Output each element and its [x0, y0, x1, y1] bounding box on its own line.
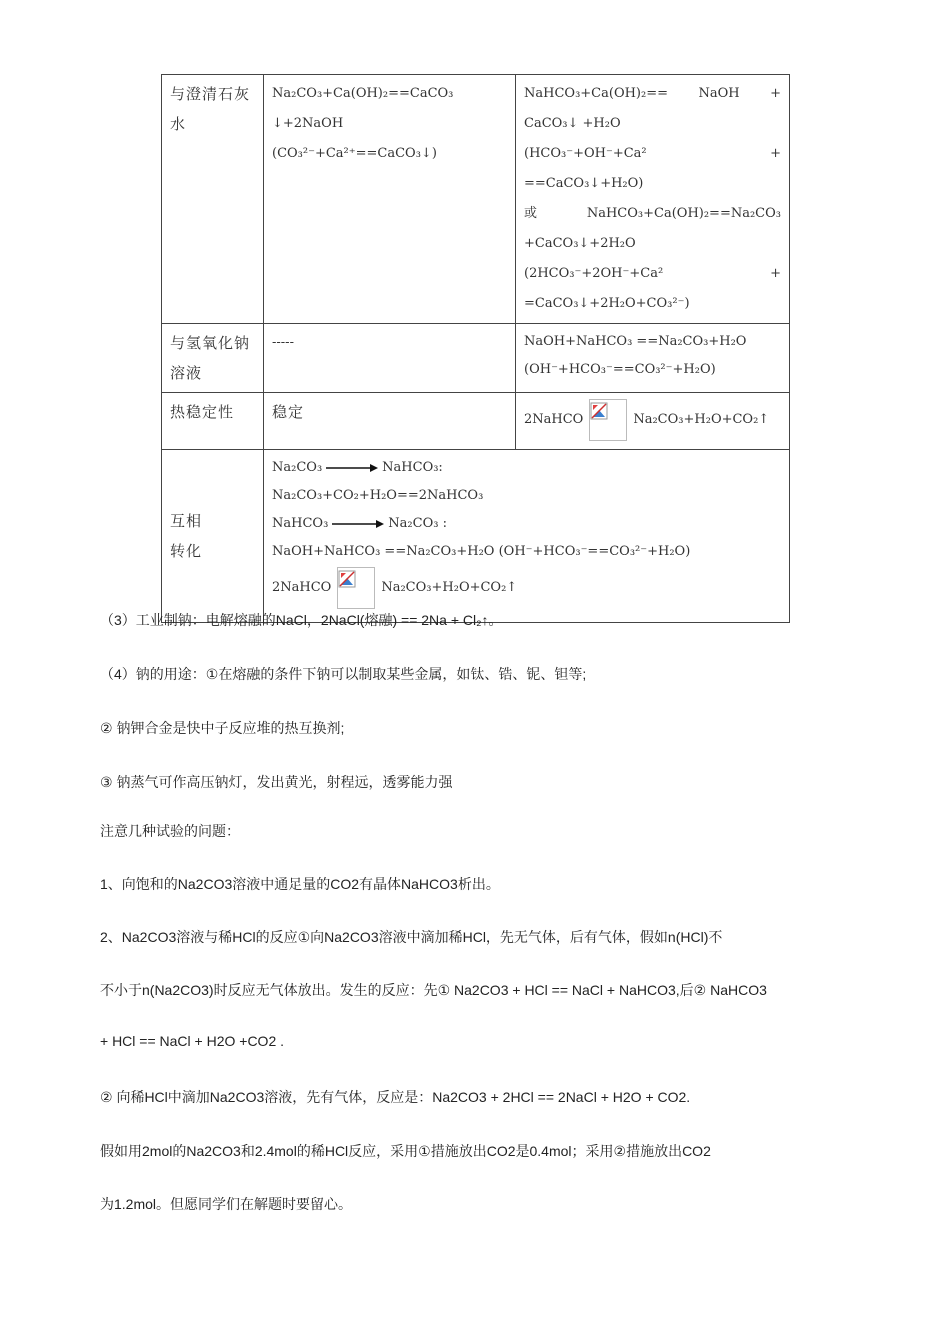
paragraph-note-1: 1、向饱和的Na2CO3溶液中通足量的CO2有晶体NaHCO3析出。: [100, 876, 500, 892]
equation-part: +: [770, 146, 781, 161]
label-line: 热稳定性: [170, 403, 235, 421]
equation-part: (2HCO₃⁻+2OH⁻+Ca²: [524, 266, 664, 281]
paragraph-use-3: ③ 钠蒸气可作高压钠灯，发出黄光，射程远，透雾能力强: [100, 774, 453, 790]
equation-part: Na₂CO₃+H₂O+CO₂↑: [633, 412, 770, 427]
paragraph-use-2: ② 钠钾合金是快中子反应堆的热互换剂;: [100, 720, 345, 736]
no-reaction-text: -----: [272, 335, 294, 350]
broken-image-icon: [589, 399, 627, 441]
row-limewater: [162, 75, 790, 324]
limewater-nahco3-cell: [516, 75, 790, 324]
ionic-equation-line: (CO₃²⁻+Ca²⁺==CaCO₃↓): [272, 146, 437, 161]
equation-part: 2NaHCO: [524, 412, 584, 427]
decomposition-equation: [272, 566, 781, 610]
equation-part: NaHCO₃:: [382, 460, 443, 475]
conversion-line: [272, 510, 781, 538]
equation-part: Na₂CO₃+H₂O+CO₂↑: [381, 580, 518, 595]
equation-part: NaHCO₃: [272, 516, 329, 531]
row-thermal-label: [162, 393, 264, 450]
equation-line: Na₂CO₃+CO₂+H₂O==2NaHCO₃: [272, 488, 484, 503]
row-thermal-stability: [162, 393, 790, 450]
equation-line: ↓+2NaOH: [272, 116, 344, 131]
ionic-equation-line: [524, 259, 781, 289]
row-limewater-label: [162, 75, 264, 324]
interconversion-cell: [264, 450, 790, 623]
paragraph-example: 假如用2mol的Na2CO3和2.4mol的稀HCl反应，采用①措施放出CO2是0.4mol；采用②措施放出CO2: [100, 1143, 711, 1159]
equation-part: Na₂CO₃: [272, 460, 323, 475]
stable-text: 稳定: [272, 403, 305, 421]
equation-part: +: [770, 266, 781, 281]
equation-part: NaHCO₃+Ca(OH)₂==Na₂CO₃: [586, 206, 781, 221]
row-interconversion-label: [162, 450, 264, 623]
equation-line: [524, 79, 781, 109]
thermal-nahco3-cell: [516, 393, 790, 450]
paragraph-note-2: 2、Na2CO3溶液与稀HCl的反应①向Na2CO3溶液中滴加稀HCl，先无气体，后有气体，假如n(HCl)不: [100, 929, 723, 945]
equation-part: 或: [524, 206, 538, 221]
paragraph-notes-heading: 注意几种试验的问题：: [100, 823, 240, 839]
ionic-equation-line: ==CaCO₃↓+H₂O): [524, 176, 644, 191]
equation-part: Na₂CO₃ :: [388, 516, 447, 531]
equation-part: (HCO₃⁻+OH⁻+Ca²: [524, 146, 647, 161]
row-naoh: [162, 324, 790, 393]
equation-part: 2NaHCO: [272, 580, 332, 595]
equation-part: NaOH: [698, 86, 740, 101]
equation-line: CaCO₃↓ +H₂O: [524, 116, 621, 131]
naoh-na2co3-cell: [264, 324, 516, 393]
limewater-na2co3-cell: [264, 75, 516, 324]
equation-line: NaOH+NaHCO₃ ==Na₂CO₃+H₂O: [524, 334, 747, 349]
label-line: 与氢氧化钠: [170, 334, 251, 352]
equation-part: NaHCO₃+Ca(OH)₂==: [524, 86, 669, 101]
paragraph-note-2-cont: 不小于n(Na2CO3)时反应无气体放出。发生的反应：先① Na2CO3 + HCl == NaCl + NaHCO3,后② NaHCO3: [100, 982, 767, 998]
ionic-equation-line: (OH⁻+HCO₃⁻==CO₃²⁻+H₂O): [524, 362, 716, 377]
row-naoh-label: [162, 324, 264, 393]
carbonate-comparison-table: [161, 74, 790, 623]
ionic-equation-line: [524, 139, 781, 169]
row-interconversion: [162, 450, 790, 623]
equation-line: +CaCO₃↓+2H₂O: [524, 236, 636, 251]
label-line: 水: [170, 115, 187, 133]
paragraph-note-2-method: ② 向稀HCl中滴加Na2CO3溶液，先有气体，反应是：Na2CO3 + 2HCl == 2NaCl + H2O + CO2.: [100, 1089, 691, 1105]
label-line: 互相: [170, 512, 203, 530]
equation-line: [524, 199, 781, 229]
label-line: 与澄清石灰: [170, 85, 251, 103]
equation-line: Na₂CO₃+Ca(OH)₂==CaCO₃: [272, 86, 454, 101]
broken-image-icon: [337, 567, 375, 609]
arrow-right-icon: [332, 518, 384, 530]
naoh-nahco3-cell: [516, 324, 790, 393]
paragraph-note-2-cont: + HCl == NaCl + H2O +CO2 .: [100, 1033, 285, 1049]
equation-line: NaOH+NaHCO₃ ==Na₂CO₃+H₂O (OH⁻+HCO₃⁻==CO₃²⁻+H₂O): [272, 544, 691, 559]
arrow-right-icon: [326, 462, 378, 474]
label-line: 溶液: [170, 364, 203, 382]
paragraph-industrial-sodium: （3）工业制钠：电解熔融的NaCl，2NaCl(熔融) == 2Na + Cl₂↑。: [100, 612, 503, 628]
thermal-na2co3-cell: [264, 393, 516, 450]
equation-part: +: [770, 86, 781, 101]
paragraph-sodium-uses: （4）钠的用途：①在熔融的条件下钠可以制取某些金属，如钛、锆、铌、钽等;: [100, 666, 587, 682]
ionic-equation-line: =CaCO₃↓+2H₂O+CO₃²⁻): [524, 296, 690, 311]
decomposition-equation: [524, 397, 781, 443]
paragraph-example-cont: 为1.2mol。但愿同学们在解题时要留心。: [100, 1196, 353, 1212]
label-line: 转化: [170, 542, 203, 560]
conversion-line: [272, 454, 781, 482]
